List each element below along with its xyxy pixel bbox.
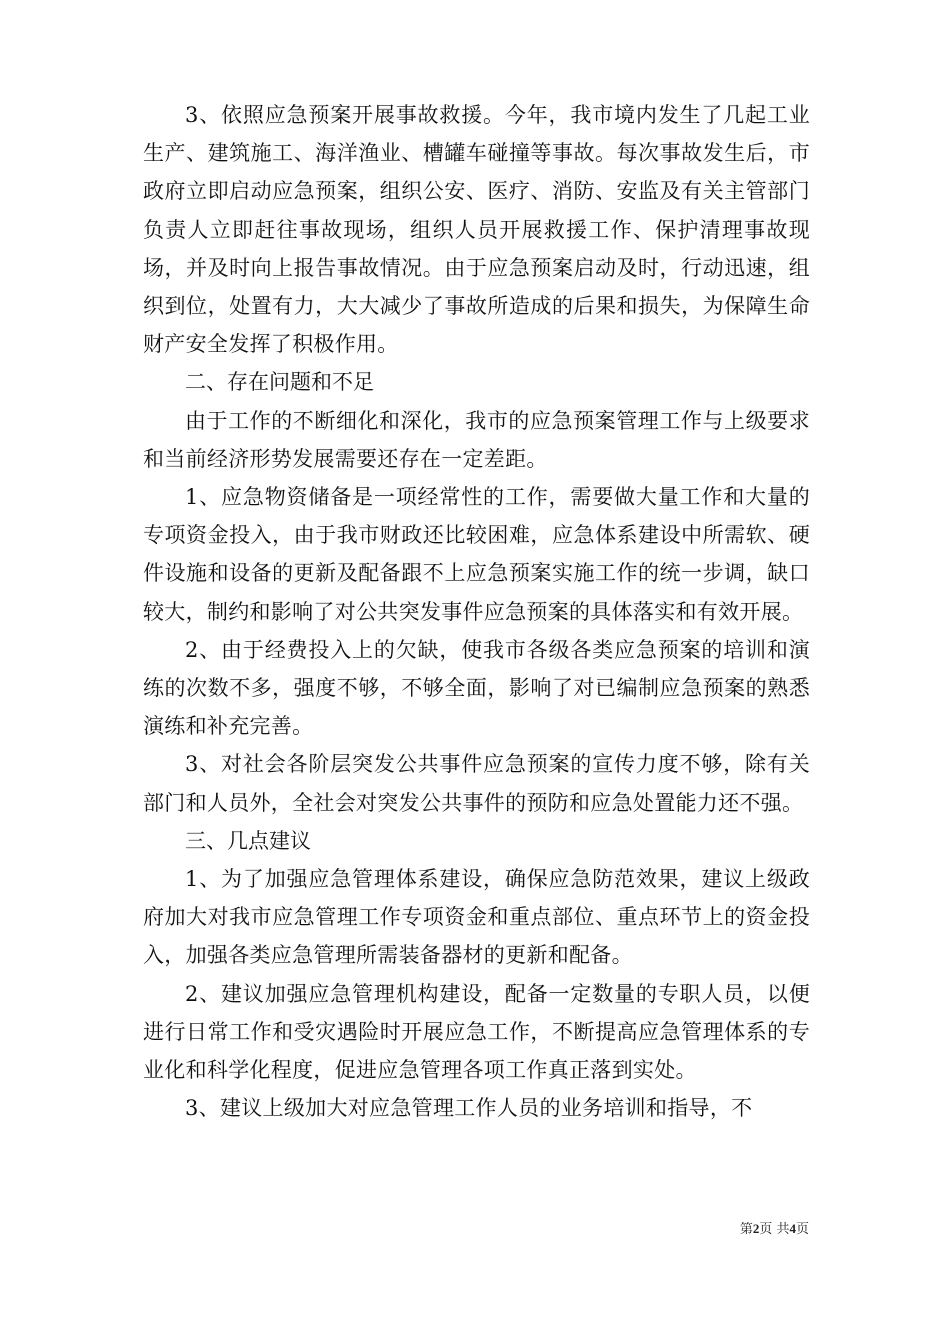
paragraph-suggestion-2: 2、建议加强应急管理机构建设，配备一定数量的专职人员，以便进行日常工作和受灾遇险时开展应急工作，不断提高应急管理体系的专业化和科学化程度，促进应急管理各项工作真正落到实处。 <box>143 981 810 1083</box>
paragraph-problem-2: 2、由于经费投入上的欠缺，使我市各级各类应急预案的培训和演练的次数不多，强度不够，不够全面，影响了对已编制应急预案的熟悉演练和补充完善。 <box>143 637 810 739</box>
paragraph-problems-intro: 由于工作的不断细化和深化，我市的应急预案管理工作与上级要求和当前经济形势发展需要还存在一定差距。 <box>143 408 810 471</box>
footer-page-number: 2 <box>752 1221 760 1236</box>
footer-suffix: 页 <box>795 1222 809 1237</box>
paragraph-suggestion-1: 1、为了加强应急管理体系建设，确保应急防范效果，建议上级政府加大对我市应急管理工作专项资金和重点部位、重点环节上的资金投入，加强各类应急管理所需装备器材的更新和配备。 <box>143 867 810 968</box>
footer-total-pages: 4 <box>789 1221 796 1236</box>
section-heading-problems: 二、存在问题和不足 <box>185 370 374 395</box>
section-heading-suggestions: 三、几点建议 <box>185 828 311 853</box>
paragraph-rescue: 3、依照应急预案开展事故救援。今年，我市境内发生了几起工业生产、建筑施工、海洋渔业、槽罐车碰撞等事故。每次事故发生后，市政府立即启动应急预案，组织公安、医疗、消防、安监及有关主管部门负责人立即赶往事故现场，组织人员开展救援工作、保护清理事故现场，并及时向上报告事故情况。由于应急预案启动及时，行动迅速，组织到位，处置有力，大大减少了事故所造成的后果和损失，为保障生命财产安全发挥了积极作用。 <box>143 103 810 357</box>
document-body <box>143 96 810 1127</box>
page-footer <box>740 1218 809 1237</box>
footer-prefix: 第 <box>739 1222 753 1237</box>
paragraph-problem-3: 3、对社会各阶层突发公共事件应急预案的宣传力度不够，除有关部门和人员外，全社会对突发公共事件的预防和应急处置能力还不强。 <box>143 752 810 815</box>
footer-middle: 页 共 <box>759 1222 790 1237</box>
paragraph-suggestion-3: 3、建议上级加大对应急管理工作人员的业务培训和指导，不 <box>185 1096 753 1121</box>
paragraph-problem-1: 1、应急物资储备是一项经常性的工作，需要做大量工作和大量的专项资金投入，由于我市财政还比较困难，应急体系建设中所需软、硬件设施和设备的更新及配备跟不上应急预案实施工作的统一步调，缺口较大，制约和影响了对公共突发事件应急预案的具体落实和有效开展。 <box>143 485 810 624</box>
